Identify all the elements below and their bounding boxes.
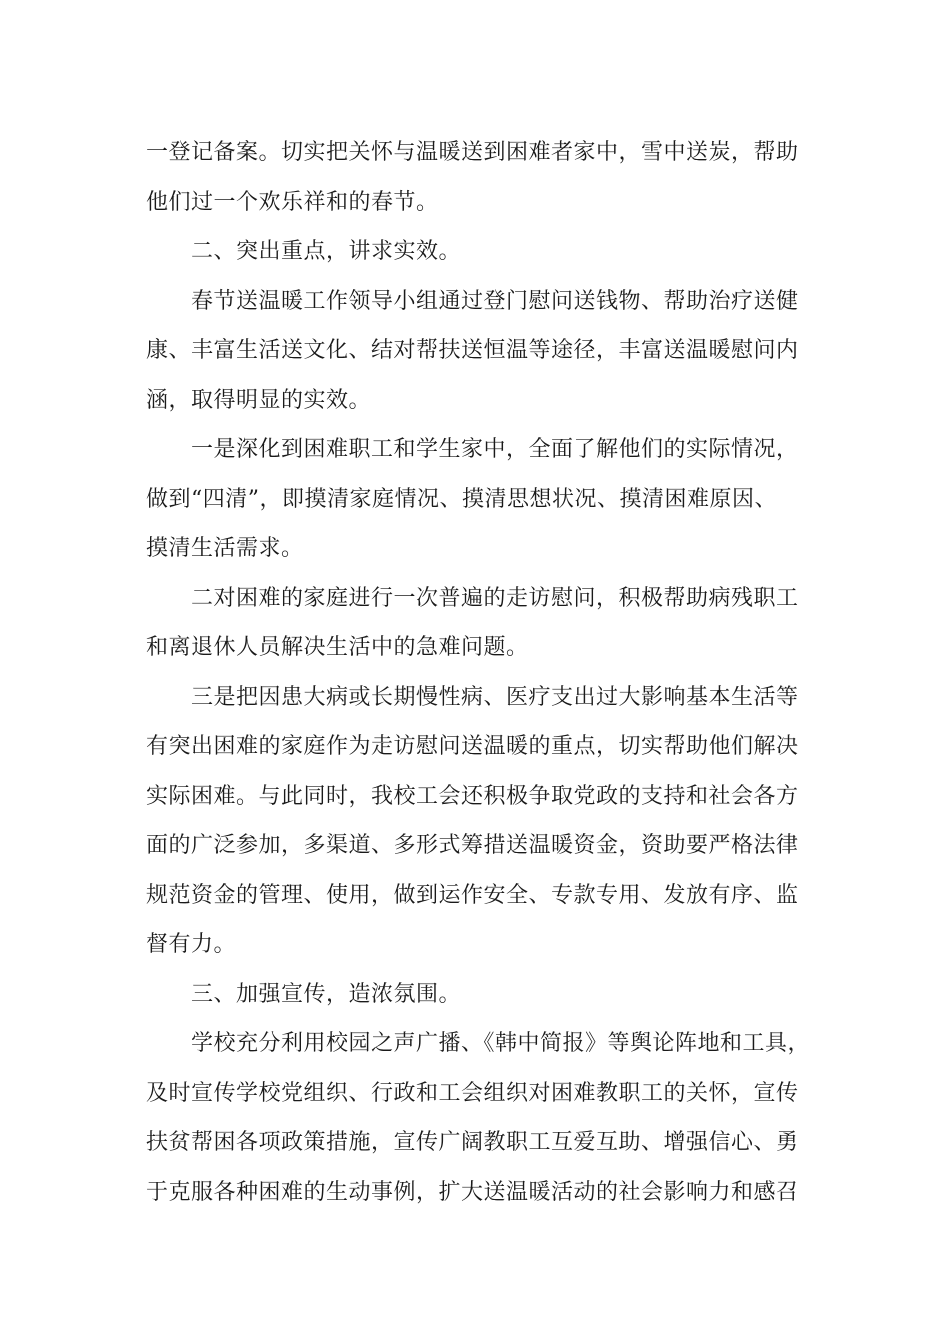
text-line: 及时宣传学校党组织、行政和工会组织对困难教职工的关怀，宣传 [146, 1081, 799, 1106]
section-heading: 二、突出重点，讲求实效。 [191, 239, 462, 264]
text-line: 他们过一个欢乐祥和的春节。 [146, 190, 439, 215]
text-line: 和离退休人员解决生活中的急难问题。 [146, 635, 529, 660]
text-line: 一是深化到困难职工和学生家中，全面了解他们的实际情况， [191, 437, 799, 462]
text-line: 二对困难的家庭进行一次普遍的走访慰问，积极帮助病残职工 [191, 586, 799, 611]
text-line: 面的广泛参加，多渠道、多形式筹措送温暖资金，资助要严格法律 [146, 833, 799, 858]
section-heading: 三、加强宣传，造浓氛围。 [191, 982, 462, 1007]
text-line: 实际困难。与此同时，我校工会还积极争取党政的支持和社会各方 [146, 784, 799, 809]
text-line: 有突出困难的家庭作为走访慰问送温暖的重点，切实帮助他们解决 [146, 734, 799, 759]
text-line: 摸清生活需求。 [146, 536, 304, 561]
text-line: 学校充分利用校园之声广播、《韩中简报》等舆论阵地和工具， [191, 1031, 811, 1056]
text-line: 春节送温暖工作领导小组通过登门慰问送钱物、帮助治疗送健 [191, 289, 799, 314]
text-line: 于克服各种困难的生动事例，扩大送温暖活动的社会影响力和感召 [146, 1180, 799, 1205]
text-line: 康、丰富生活送文化、结对帮扶送恒温等途径，丰富送温暖慰问内 [146, 338, 799, 363]
text-line: 扶贫帮困各项政策措施，宣传广阔教职工互爱互助、增强信心、勇 [146, 1130, 799, 1155]
text-line: 规范资金的管理、使用，做到运作安全、专款专用、发放有序、监 [146, 883, 799, 908]
text-line: 涵，取得明显的实效。 [146, 388, 372, 413]
text-line: 一登记备案。切实把关怀与温暖送到困难者家中，雪中送炭，帮助 [146, 140, 799, 165]
text-line: 三是把因患大病或长期慢性病、医疗支出过大影响基本生活等 [191, 685, 799, 710]
text-line: 做到“四清”，即摸清家庭情况、摸清思想状况、摸清困难原因、 [146, 487, 777, 512]
text-line: 督有力。 [146, 932, 237, 957]
